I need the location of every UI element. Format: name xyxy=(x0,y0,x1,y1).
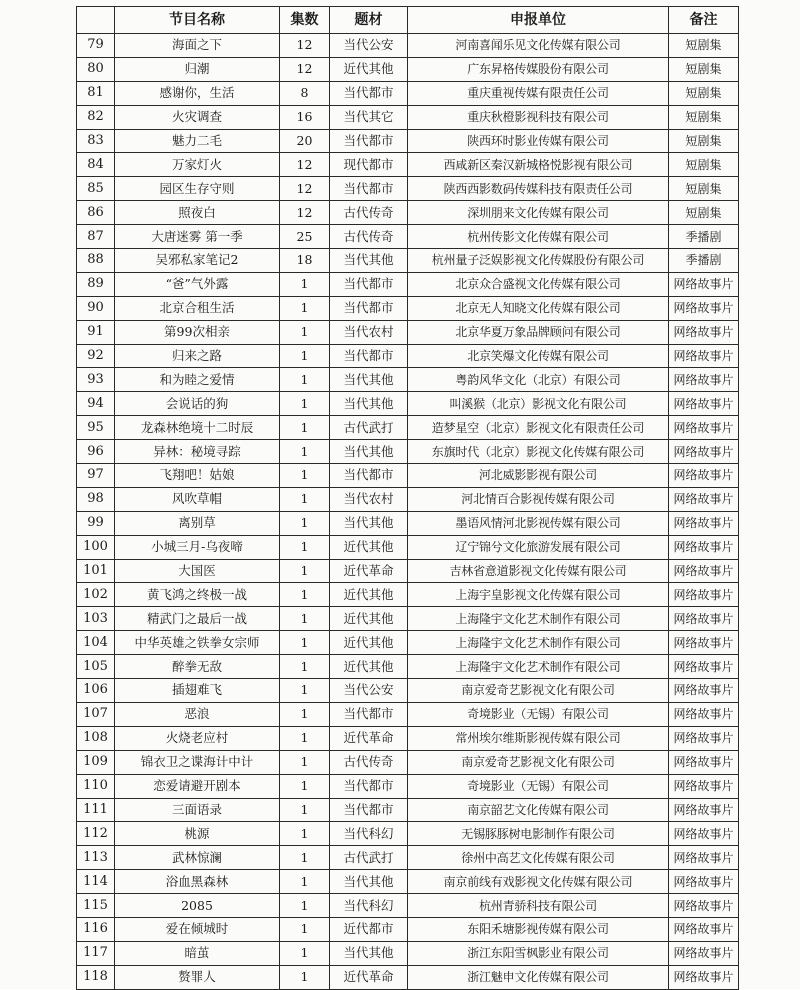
episode-count: 1 xyxy=(280,320,330,344)
note: 网络故事片 xyxy=(669,392,739,416)
episode-count: 1 xyxy=(280,965,330,989)
row-number: 108 xyxy=(77,726,115,750)
note: 季播剧 xyxy=(669,225,739,249)
row-number: 85 xyxy=(77,177,115,201)
table-row xyxy=(77,272,739,296)
header-note: 备注 xyxy=(669,7,739,34)
table-row xyxy=(77,846,739,870)
note: 网络故事片 xyxy=(669,941,739,965)
program-name: 2085 xyxy=(115,894,280,918)
genre: 当代公安 xyxy=(330,34,408,58)
episode-count: 1 xyxy=(280,607,330,631)
genre: 当代都市 xyxy=(330,296,408,320)
note: 网络故事片 xyxy=(669,631,739,655)
note: 网络故事片 xyxy=(669,702,739,726)
row-number: 92 xyxy=(77,344,115,368)
applicant-unit: 造梦星空（北京）影视文化有限责任公司 xyxy=(408,416,669,440)
row-number: 79 xyxy=(77,34,115,58)
row-number: 112 xyxy=(77,822,115,846)
genre: 当代都市 xyxy=(330,81,408,105)
row-number: 100 xyxy=(77,535,115,559)
episode-count: 1 xyxy=(280,798,330,822)
program-name: 桃源 xyxy=(115,822,280,846)
table-body xyxy=(77,34,739,990)
genre: 当代农村 xyxy=(330,320,408,344)
episode-count: 1 xyxy=(280,535,330,559)
program-name: 风吹草帽 xyxy=(115,487,280,511)
episode-count: 1 xyxy=(280,679,330,703)
table-row xyxy=(77,57,739,81)
header-number xyxy=(77,7,115,34)
genre: 近代其他 xyxy=(330,631,408,655)
episode-count: 1 xyxy=(280,487,330,511)
note: 短剧集 xyxy=(669,201,739,225)
note: 网络故事片 xyxy=(669,894,739,918)
applicant-unit: 辽宁锦兮文化旅游发展有限公司 xyxy=(408,535,669,559)
applicant-unit: 陕西环时影业传媒有限公司 xyxy=(408,129,669,153)
note: 网络故事片 xyxy=(669,535,739,559)
genre: 当代其它 xyxy=(330,105,408,129)
header-program-name: 节目名称 xyxy=(115,7,280,34)
genre: 当代其他 xyxy=(330,440,408,464)
episode-count: 12 xyxy=(280,177,330,201)
program-name: 插翅难飞 xyxy=(115,679,280,703)
genre: 当代都市 xyxy=(330,177,408,201)
program-name: 园区生存守则 xyxy=(115,177,280,201)
row-number: 88 xyxy=(77,249,115,273)
applicant-unit: 重庆秋橙影视科技有限公司 xyxy=(408,105,669,129)
header-applicant: 申报单位 xyxy=(408,7,669,34)
row-number: 117 xyxy=(77,941,115,965)
program-name: 三面语录 xyxy=(115,798,280,822)
program-name: 醉拳无敌 xyxy=(115,655,280,679)
genre: 古代传奇 xyxy=(330,201,408,225)
genre: 近代革命 xyxy=(330,965,408,989)
genre: 古代武打 xyxy=(330,416,408,440)
episode-count: 1 xyxy=(280,870,330,894)
row-number: 93 xyxy=(77,368,115,392)
note: 网络故事片 xyxy=(669,774,739,798)
table-row xyxy=(77,105,739,129)
applicant-unit: 上海隆宇文化艺术制作有限公司 xyxy=(408,631,669,655)
episode-count: 1 xyxy=(280,750,330,774)
applicant-unit: 杭州量子泛娱影视文化传媒股份有限公司 xyxy=(408,249,669,273)
episode-count: 1 xyxy=(280,583,330,607)
program-name: 爱在倾城时 xyxy=(115,917,280,941)
episode-count: 1 xyxy=(280,392,330,416)
episode-count: 1 xyxy=(280,272,330,296)
row-number: 96 xyxy=(77,440,115,464)
table-row xyxy=(77,225,739,249)
table-row xyxy=(77,416,739,440)
applicant-unit: 南京前线有戏影视文化传媒有限公司 xyxy=(408,870,669,894)
genre: 近代其他 xyxy=(330,655,408,679)
table-row xyxy=(77,750,739,774)
genre: 当代其他 xyxy=(330,941,408,965)
table-row xyxy=(77,583,739,607)
table-row xyxy=(77,607,739,631)
note: 短剧集 xyxy=(669,34,739,58)
note: 网络故事片 xyxy=(669,344,739,368)
genre: 近代其他 xyxy=(330,535,408,559)
applicant-unit: 河南喜闻乐见文化传媒有限公司 xyxy=(408,34,669,58)
program-name: 感谢你，生活 xyxy=(115,81,280,105)
row-number: 80 xyxy=(77,57,115,81)
table-row xyxy=(77,702,739,726)
episode-count: 1 xyxy=(280,464,330,488)
applicant-unit: 东旗时代（北京）影视文化传媒有限公司 xyxy=(408,440,669,464)
episode-count: 12 xyxy=(280,153,330,177)
episode-count: 1 xyxy=(280,846,330,870)
applicant-unit: 徐州中高艺文化传媒有限公司 xyxy=(408,846,669,870)
note: 网络故事片 xyxy=(669,272,739,296)
applicant-unit: 上海宇皇影视文化传媒有限公司 xyxy=(408,583,669,607)
row-number: 98 xyxy=(77,487,115,511)
genre: 当代都市 xyxy=(330,272,408,296)
episode-count: 1 xyxy=(280,416,330,440)
row-number: 103 xyxy=(77,607,115,631)
genre: 当代都市 xyxy=(330,798,408,822)
row-number: 104 xyxy=(77,631,115,655)
note: 短剧集 xyxy=(669,129,739,153)
applicant-unit: 北京众合盛视文化传媒有限公司 xyxy=(408,272,669,296)
program-name: 飞翔吧！姑娘 xyxy=(115,464,280,488)
table-row xyxy=(77,296,739,320)
applicant-unit: 北京华夏万象品牌顾问有限公司 xyxy=(408,320,669,344)
note: 短剧集 xyxy=(669,177,739,201)
applicant-unit: 杭州传影文化传媒有限公司 xyxy=(408,225,669,249)
table-row xyxy=(77,81,739,105)
program-name: 北京合租生活 xyxy=(115,296,280,320)
note: 季播剧 xyxy=(669,249,739,273)
table-row xyxy=(77,631,739,655)
applicant-unit: 南京韶艺文化传媒有限公司 xyxy=(408,798,669,822)
genre: 当代都市 xyxy=(330,344,408,368)
row-number: 118 xyxy=(77,965,115,989)
program-name: 归来之路 xyxy=(115,344,280,368)
applicant-unit: 河北情百合影视传媒有限公司 xyxy=(408,487,669,511)
genre: 当代都市 xyxy=(330,129,408,153)
applicant-unit: 东阳禾塘影视传媒有限公司 xyxy=(408,917,669,941)
program-name: 恋爱请避开剧本 xyxy=(115,774,280,798)
table-row xyxy=(77,894,739,918)
episode-count: 1 xyxy=(280,296,330,320)
note: 网络故事片 xyxy=(669,822,739,846)
applicant-unit: 重庆重视传媒有限责任公司 xyxy=(408,81,669,105)
table-row xyxy=(77,34,739,58)
applicant-unit: 粤韵风华文化（北京）有限公司 xyxy=(408,368,669,392)
genre: 当代科幻 xyxy=(330,822,408,846)
table-row xyxy=(77,344,739,368)
applicant-unit: 北京笑爆文化传媒有限公司 xyxy=(408,344,669,368)
program-name: 武林惊澜 xyxy=(115,846,280,870)
applicant-unit: 杭州青骄科技有限公司 xyxy=(408,894,669,918)
table-row xyxy=(77,249,739,273)
note: 网络故事片 xyxy=(669,798,739,822)
row-number: 109 xyxy=(77,750,115,774)
note: 网络故事片 xyxy=(669,726,739,750)
row-number: 94 xyxy=(77,392,115,416)
episode-count: 1 xyxy=(280,774,330,798)
program-name: 小城三月-乌夜啼 xyxy=(115,535,280,559)
table-row xyxy=(77,822,739,846)
table-row xyxy=(77,559,739,583)
row-number: 111 xyxy=(77,798,115,822)
episode-count: 1 xyxy=(280,344,330,368)
program-list-table xyxy=(76,6,739,990)
row-number: 83 xyxy=(77,129,115,153)
row-number: 97 xyxy=(77,464,115,488)
applicant-unit: 河北威影影视有限公司 xyxy=(408,464,669,488)
genre: 近代革命 xyxy=(330,726,408,750)
row-number: 115 xyxy=(77,894,115,918)
note: 网络故事片 xyxy=(669,368,739,392)
program-name: 魅力二毛 xyxy=(115,129,280,153)
program-name: 照夜白 xyxy=(115,201,280,225)
row-number: 113 xyxy=(77,846,115,870)
episode-count: 16 xyxy=(280,105,330,129)
episode-count: 1 xyxy=(280,655,330,679)
program-name: 中华英雄之铁拳女宗师 xyxy=(115,631,280,655)
program-name: “爸”气外露 xyxy=(115,272,280,296)
applicant-unit: 无锡豚豚树电影制作有限公司 xyxy=(408,822,669,846)
row-number: 87 xyxy=(77,225,115,249)
row-number: 91 xyxy=(77,320,115,344)
table-row xyxy=(77,965,739,989)
program-name: 黄飞鸿之终极一战 xyxy=(115,583,280,607)
genre: 近代其他 xyxy=(330,583,408,607)
genre: 当代农村 xyxy=(330,487,408,511)
program-name: 异林：秘境寻踪 xyxy=(115,440,280,464)
applicant-unit: 上海隆宇文化艺术制作有限公司 xyxy=(408,607,669,631)
episode-count: 1 xyxy=(280,702,330,726)
table-row xyxy=(77,487,739,511)
program-name: 火灾调查 xyxy=(115,105,280,129)
applicant-unit: 墨语风情河北影视传媒有限公司 xyxy=(408,511,669,535)
episode-count: 12 xyxy=(280,57,330,81)
episode-count: 1 xyxy=(280,822,330,846)
episode-count: 1 xyxy=(280,726,330,750)
genre: 近代其他 xyxy=(330,57,408,81)
episode-count: 20 xyxy=(280,129,330,153)
episode-count: 12 xyxy=(280,201,330,225)
program-name: 归潮 xyxy=(115,57,280,81)
table-row xyxy=(77,368,739,392)
note: 网络故事片 xyxy=(669,655,739,679)
genre: 当代其他 xyxy=(330,511,408,535)
table-row xyxy=(77,726,739,750)
table-row xyxy=(77,464,739,488)
applicant-unit: 常州埃尔维斯影视传媒有限公司 xyxy=(408,726,669,750)
genre: 当代其他 xyxy=(330,368,408,392)
episode-count: 1 xyxy=(280,894,330,918)
table-row xyxy=(77,201,739,225)
row-number: 116 xyxy=(77,917,115,941)
applicant-unit: 南京爱奇艺影视文化有限公司 xyxy=(408,750,669,774)
table-row xyxy=(77,153,739,177)
program-name: 离别草 xyxy=(115,511,280,535)
table-row xyxy=(77,392,739,416)
note: 网络故事片 xyxy=(669,607,739,631)
table-row xyxy=(77,320,739,344)
row-number: 84 xyxy=(77,153,115,177)
note: 网络故事片 xyxy=(669,750,739,774)
applicant-unit: 广东昇格传媒股份有限公司 xyxy=(408,57,669,81)
note: 短剧集 xyxy=(669,105,739,129)
note: 网络故事片 xyxy=(669,320,739,344)
applicant-unit: 深圳朋来文化传媒有限公司 xyxy=(408,201,669,225)
genre: 古代传奇 xyxy=(330,225,408,249)
table-row xyxy=(77,798,739,822)
table-header-row xyxy=(77,7,739,34)
header-episodes: 集数 xyxy=(280,7,330,34)
note: 网络故事片 xyxy=(669,965,739,989)
program-name: 大唐迷雾 第一季 xyxy=(115,225,280,249)
table-row xyxy=(77,655,739,679)
genre: 近代革命 xyxy=(330,559,408,583)
episode-count: 1 xyxy=(280,440,330,464)
program-name: 浴血黑森林 xyxy=(115,870,280,894)
genre: 近代其他 xyxy=(330,607,408,631)
program-name: 赘罪人 xyxy=(115,965,280,989)
note: 网络故事片 xyxy=(669,846,739,870)
note: 网络故事片 xyxy=(669,487,739,511)
table-row xyxy=(77,535,739,559)
note: 短剧集 xyxy=(669,81,739,105)
row-number: 110 xyxy=(77,774,115,798)
row-number: 90 xyxy=(77,296,115,320)
program-name: 恶浪 xyxy=(115,702,280,726)
genre: 近代都市 xyxy=(330,917,408,941)
table-row xyxy=(77,129,739,153)
applicant-unit: 奇境影业（无锡）有限公司 xyxy=(408,702,669,726)
genre: 当代都市 xyxy=(330,774,408,798)
applicant-unit: 上海隆宇文化艺术制作有限公司 xyxy=(408,655,669,679)
applicant-unit: 叫溪猴（北京）影视文化有限公司 xyxy=(408,392,669,416)
program-name: 龙森林绝境十二时辰 xyxy=(115,416,280,440)
genre: 当代都市 xyxy=(330,702,408,726)
genre: 当代其他 xyxy=(330,870,408,894)
episode-count: 1 xyxy=(280,511,330,535)
row-number: 95 xyxy=(77,416,115,440)
applicant-unit: 浙江魅申文化传媒有限公司 xyxy=(408,965,669,989)
program-name: 和为睦之爱情 xyxy=(115,368,280,392)
program-name: 万家灯火 xyxy=(115,153,280,177)
episode-count: 1 xyxy=(280,559,330,583)
program-name: 海面之下 xyxy=(115,34,280,58)
table-row xyxy=(77,511,739,535)
episode-count: 12 xyxy=(280,34,330,58)
genre: 当代其他 xyxy=(330,392,408,416)
program-name: 大国医 xyxy=(115,559,280,583)
table-row xyxy=(77,941,739,965)
genre: 当代都市 xyxy=(330,464,408,488)
note: 网络故事片 xyxy=(669,679,739,703)
row-number: 114 xyxy=(77,870,115,894)
program-name: 火烧老应村 xyxy=(115,726,280,750)
program-name: 暗茧 xyxy=(115,941,280,965)
note: 网络故事片 xyxy=(669,870,739,894)
applicant-unit: 西咸新区秦汉新城格悦影视有限公司 xyxy=(408,153,669,177)
note: 网络故事片 xyxy=(669,511,739,535)
episode-count: 1 xyxy=(280,941,330,965)
note: 网络故事片 xyxy=(669,464,739,488)
applicant-unit: 北京无人知晓文化传媒有限公司 xyxy=(408,296,669,320)
genre: 当代科幻 xyxy=(330,894,408,918)
note: 网络故事片 xyxy=(669,917,739,941)
header-genre: 题材 xyxy=(330,7,408,34)
genre: 古代武打 xyxy=(330,846,408,870)
episode-count: 1 xyxy=(280,368,330,392)
row-number: 105 xyxy=(77,655,115,679)
program-name: 会说话的狗 xyxy=(115,392,280,416)
genre: 现代都市 xyxy=(330,153,408,177)
note: 网络故事片 xyxy=(669,583,739,607)
episode-count: 1 xyxy=(280,631,330,655)
genre: 当代其他 xyxy=(330,249,408,273)
note: 网络故事片 xyxy=(669,416,739,440)
table-row xyxy=(77,870,739,894)
note: 短剧集 xyxy=(669,153,739,177)
program-name: 锦衣卫之谍海计中计 xyxy=(115,750,280,774)
genre: 古代传奇 xyxy=(330,750,408,774)
applicant-unit: 南京爱奇艺影视文化有限公司 xyxy=(408,679,669,703)
applicant-unit: 陕西西影数码传媒科技有限责任公司 xyxy=(408,177,669,201)
row-number: 82 xyxy=(77,105,115,129)
row-number: 106 xyxy=(77,679,115,703)
row-number: 99 xyxy=(77,511,115,535)
row-number: 102 xyxy=(77,583,115,607)
row-number: 86 xyxy=(77,201,115,225)
applicant-unit: 浙江东阳雪枫影业有限公司 xyxy=(408,941,669,965)
note: 短剧集 xyxy=(669,57,739,81)
note: 网络故事片 xyxy=(669,296,739,320)
table-row xyxy=(77,177,739,201)
applicant-unit: 奇境影业（无锡）有限公司 xyxy=(408,774,669,798)
program-name: 精武门之最后一战 xyxy=(115,607,280,631)
row-number: 89 xyxy=(77,272,115,296)
table-row xyxy=(77,917,739,941)
table-row xyxy=(77,774,739,798)
episode-count: 25 xyxy=(280,225,330,249)
table-row xyxy=(77,440,739,464)
note: 网络故事片 xyxy=(669,559,739,583)
program-name: 第99次相亲 xyxy=(115,320,280,344)
row-number: 107 xyxy=(77,702,115,726)
program-name: 吴邪私家笔记2 xyxy=(115,249,280,273)
row-number: 81 xyxy=(77,81,115,105)
episode-count: 18 xyxy=(280,249,330,273)
note: 网络故事片 xyxy=(669,440,739,464)
episode-count: 1 xyxy=(280,917,330,941)
table-row xyxy=(77,679,739,703)
episode-count: 8 xyxy=(280,81,330,105)
applicant-unit: 吉林省意道影视文化传媒有限公司 xyxy=(408,559,669,583)
genre: 当代公安 xyxy=(330,679,408,703)
row-number: 101 xyxy=(77,559,115,583)
